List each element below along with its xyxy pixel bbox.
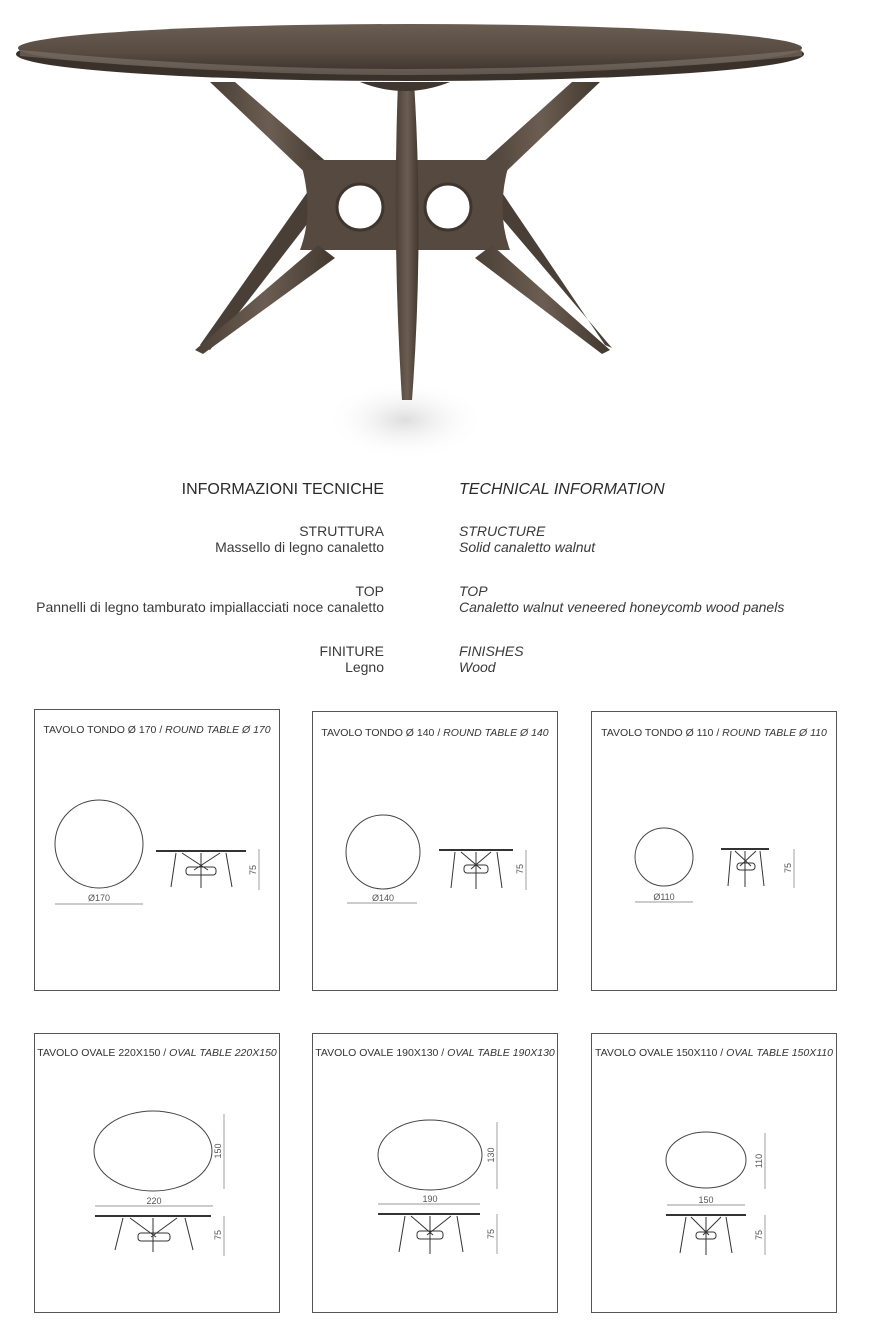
dim-height: 75 [248,864,258,876]
dim-height: 75 [486,1228,496,1240]
panel-oval-150 [591,1033,837,1313]
top-label-en: TOP [459,583,488,599]
dim-width: 110 [754,1153,764,1169]
panel-title: TAVOLO TONDO Ø 110 / ROUND TABLE Ø 110 [601,727,827,739]
table-product-image [0,0,870,460]
side-elevation [721,849,769,887]
structure-label-it: STRUTTURA [299,523,384,539]
dim-length: 190 [422,1194,438,1204]
side-elevation [95,1216,211,1252]
oval-220-drawing [35,1034,281,1314]
panel-title: TAVOLO OVALE 190X130 / OVAL TABLE 190X130 [315,1047,555,1059]
panel-title: TAVOLO TONDO Ø 140 / ROUND TABLE Ø 140 [321,727,549,739]
top-value-it: Pannelli di legno tamburato impiallacciati noce canaletto [36,599,384,615]
panel-round-170 [34,709,280,991]
panel-oval-220 [34,1033,280,1313]
round-110-drawing [592,712,838,992]
panel-round-110 [591,711,837,991]
tech-title-en: TECHNICAL INFORMATION [459,481,665,498]
finishes-label-it: FINITURE [319,643,384,659]
finishes-value-it: Legno [345,659,384,675]
panel-round-140 [312,711,558,991]
top-label-it: TOP [355,583,384,599]
round-140-drawing [313,712,559,992]
dim-length: 220 [146,1196,162,1206]
dim-height: 75 [213,1229,223,1241]
dim-height: 75 [783,862,793,874]
oval-190-drawing [313,1034,559,1314]
panel-title: TAVOLO OVALE 150X110 / OVAL TABLE 150X110 [595,1047,833,1059]
structure-value-it: Massello di legno canaletto [215,539,384,555]
finishes-label-en: FINISHES [459,643,524,659]
dim-length: 150 [698,1195,714,1205]
oval-150-drawing [592,1034,838,1314]
side-elevation [378,1214,480,1254]
panel-title: TAVOLO OVALE 220X150 / OVAL TABLE 220X150 [37,1047,277,1059]
dim-diameter: Ø110 [653,892,675,902]
side-elevation [156,851,246,888]
structure-label-en: STRUCTURE [459,523,546,539]
dim-diameter: Ø140 [371,893,395,903]
tech-title-it: INFORMAZIONI TECNICHE [181,481,384,498]
panel-title: TAVOLO TONDO Ø 170 / ROUND TABLE Ø 170 [43,724,271,736]
dim-width: 130 [486,1147,496,1163]
side-elevation [439,850,513,889]
top-value-en: Canaletto walnut veneered honeycomb wood panels [459,599,785,615]
finishes-value-en: Wood [459,659,496,675]
dim-height: 75 [754,1229,764,1241]
dim-width: 150 [213,1143,223,1159]
structure-value-en: Solid canaletto walnut [459,539,596,555]
dim-height: 75 [515,863,525,875]
dim-diameter: Ø170 [87,893,111,903]
side-elevation [666,1215,746,1255]
panel-oval-190 [312,1033,558,1313]
round-170-drawing [35,710,281,992]
